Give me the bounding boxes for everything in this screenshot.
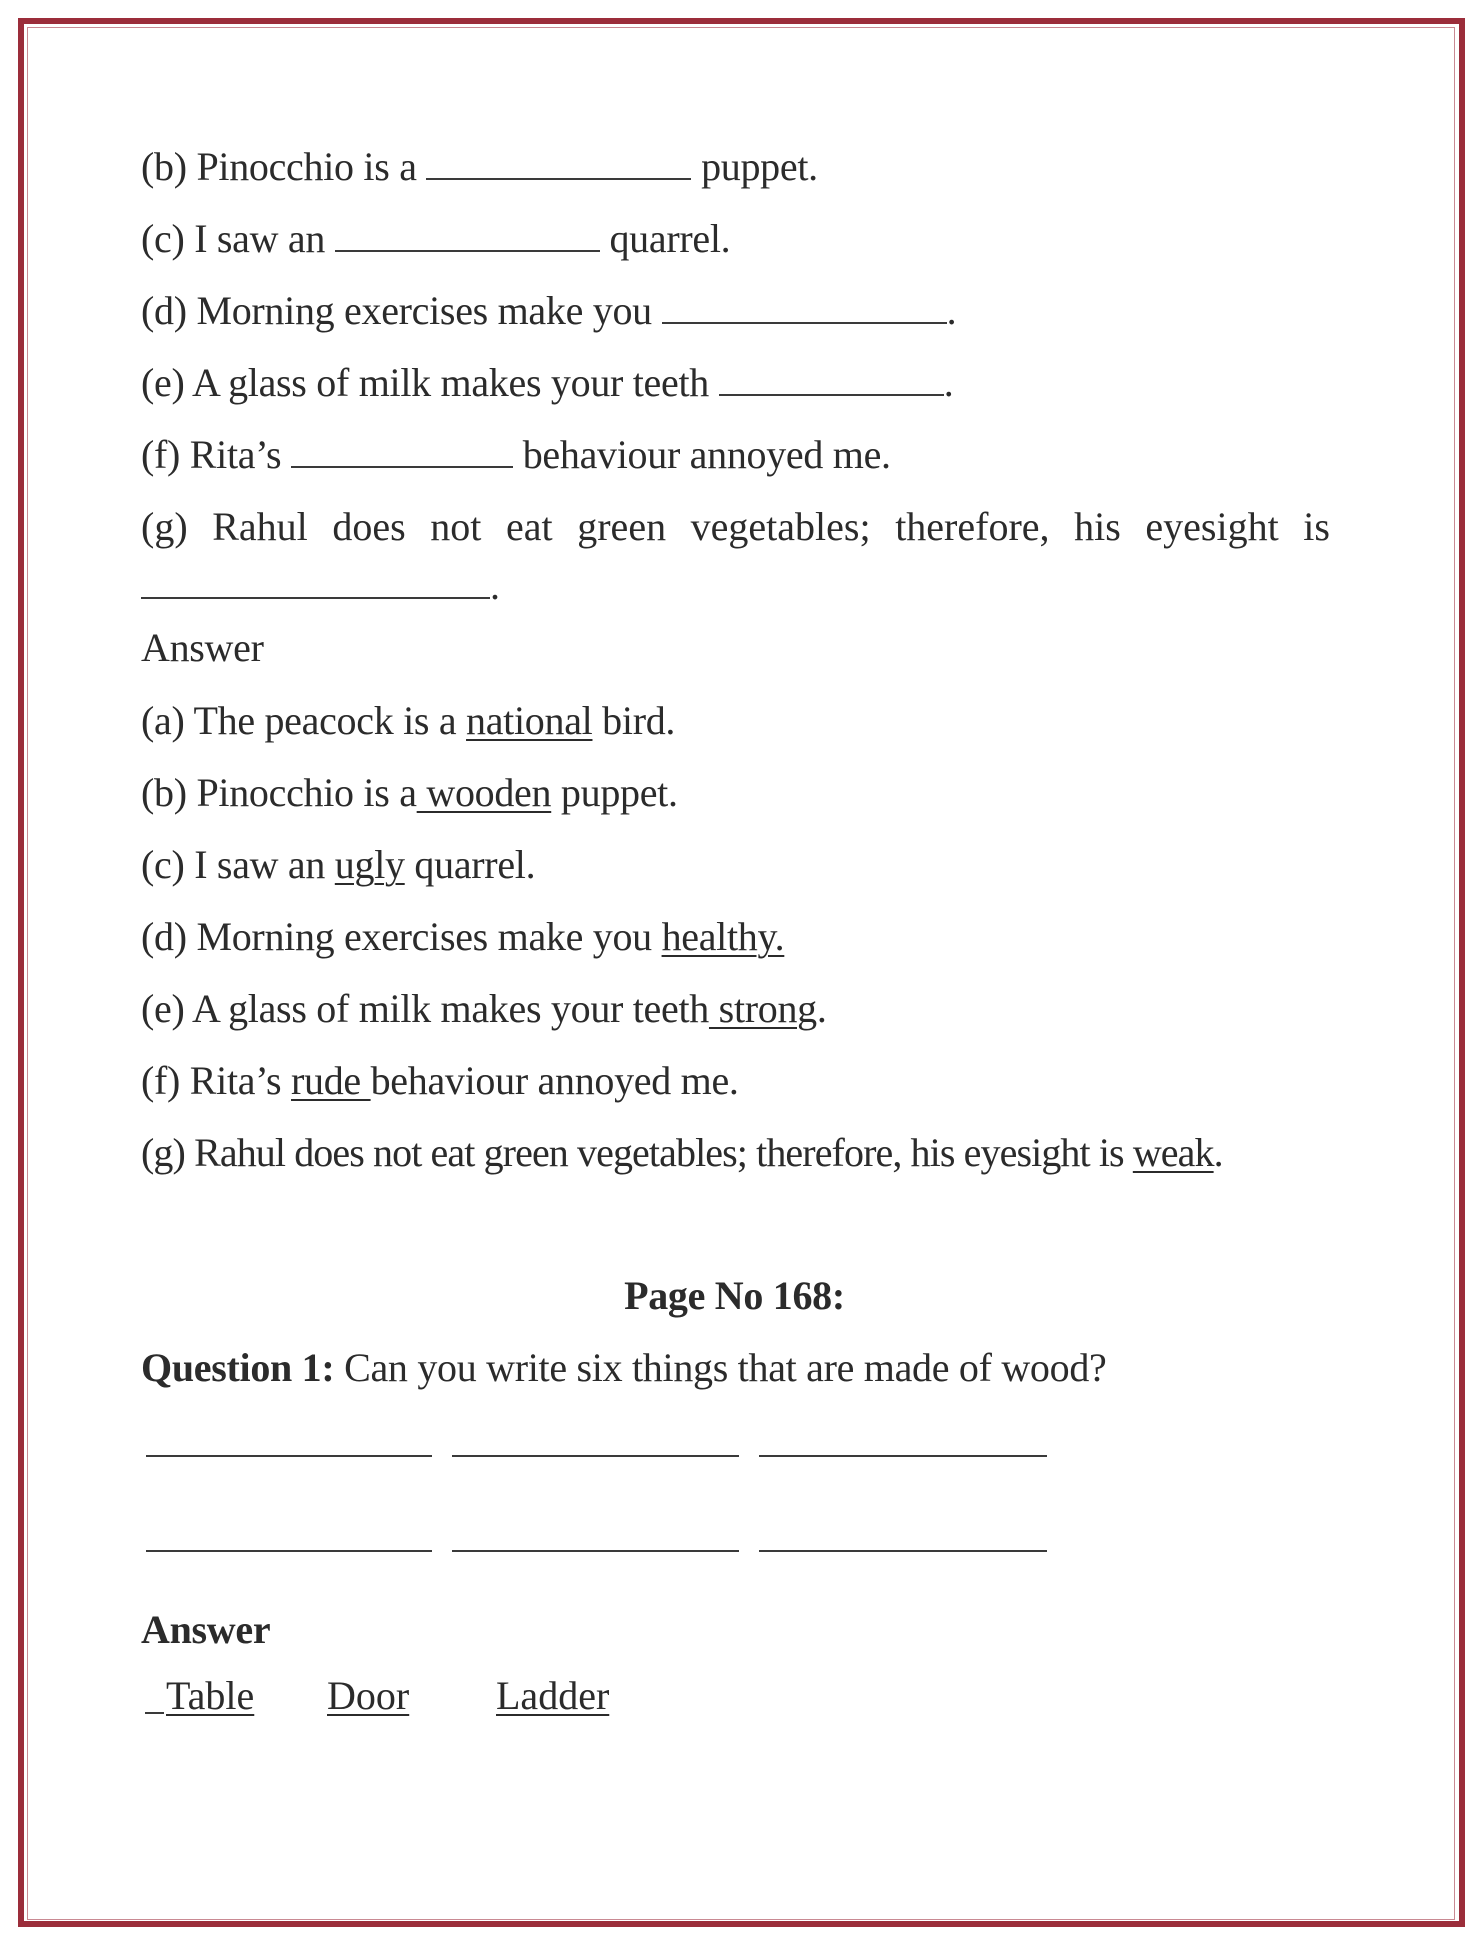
answer-f bbox=[141, 1057, 739, 1105]
answer-g bbox=[141, 1129, 1223, 1177]
answer-word: national bbox=[466, 698, 593, 743]
answer-text: . bbox=[1213, 1130, 1223, 1175]
answer-label: (g) bbox=[141, 1130, 185, 1175]
question-e-prefix: (e) A glass of milk makes your teeth bbox=[141, 360, 709, 405]
answer-word: strong bbox=[708, 986, 817, 1031]
question-f-prefix: (f) Rita’s bbox=[141, 432, 282, 477]
page-number-heading: Page No 168: bbox=[624, 1273, 845, 1318]
question-g-continued bbox=[141, 562, 500, 610]
answer-heading-2: Answer bbox=[141, 1607, 271, 1652]
answer-d bbox=[141, 913, 784, 961]
wood-answer-door: Door bbox=[327, 1673, 410, 1718]
answer-word: healthy. bbox=[661, 914, 785, 959]
question-e bbox=[141, 359, 953, 407]
question-c-prefix: (c) I saw an bbox=[141, 216, 326, 261]
question-g-suffix: . bbox=[490, 563, 500, 608]
leading-underscore bbox=[145, 1712, 164, 1714]
answer-e bbox=[141, 985, 827, 1033]
answer-blank-2 bbox=[452, 1455, 739, 1457]
question-1 bbox=[141, 1344, 1106, 1392]
answer-text: behaviour annoyed me. bbox=[370, 1058, 739, 1103]
answer-blank-1 bbox=[146, 1455, 432, 1457]
answer-word: ugly bbox=[334, 842, 405, 887]
answer-label: (c) bbox=[141, 842, 185, 887]
answer-label: (a) bbox=[141, 698, 185, 743]
answer-word: rude bbox=[291, 1058, 371, 1103]
answer-heading: Answer bbox=[141, 625, 264, 670]
question-d-suffix: . bbox=[946, 288, 957, 333]
answer-blank-6 bbox=[759, 1550, 1047, 1552]
answer-blank-4 bbox=[146, 1550, 432, 1552]
answer-label: (f) bbox=[141, 1058, 181, 1103]
answer-text: I saw an bbox=[194, 842, 335, 887]
question-d bbox=[141, 287, 956, 335]
answer-a bbox=[141, 697, 675, 745]
wood-answer-ladder: Ladder bbox=[496, 1673, 610, 1718]
question-c bbox=[141, 215, 730, 263]
answer-text: The peacock is a bbox=[193, 698, 467, 743]
question-d-prefix: (d) Morning exercises make you bbox=[141, 288, 652, 333]
answer-word: weak bbox=[1132, 1130, 1214, 1175]
answer-text: Morning exercises make you bbox=[196, 914, 662, 959]
question-f-suffix: behaviour annoyed me. bbox=[522, 432, 891, 477]
blank-b bbox=[426, 144, 691, 180]
question-f bbox=[141, 431, 891, 479]
answer-c bbox=[141, 841, 535, 889]
answer-blank-3 bbox=[759, 1455, 1047, 1457]
answer-text: Rita’s bbox=[189, 1058, 292, 1103]
blank-g bbox=[141, 563, 490, 599]
question-b-suffix: puppet. bbox=[701, 144, 818, 189]
blank-e bbox=[719, 360, 944, 396]
answer-text: Rahul does not eat green vegetables; therefore, his eyesight is bbox=[194, 1130, 1133, 1175]
answer-label: (d) bbox=[141, 914, 187, 959]
question-g: (g) Rahul does not eat green vegetables; therefore, his eyesight is bbox=[141, 504, 1330, 549]
blank-f bbox=[291, 432, 513, 468]
answer-text: bird. bbox=[592, 698, 676, 743]
wood-answer-table: Table bbox=[166, 1673, 255, 1718]
answer-label: (e) bbox=[141, 986, 185, 1031]
answer-text: Pinocchio is a bbox=[196, 770, 417, 815]
answer-b bbox=[141, 769, 678, 817]
question-b bbox=[141, 143, 818, 191]
answer-text: quarrel. bbox=[404, 842, 536, 887]
answer-blank-5 bbox=[452, 1550, 739, 1552]
question-1-text: Can you write six things that are made of wood? bbox=[334, 1345, 1107, 1390]
question-e-suffix: . bbox=[943, 360, 954, 405]
answer-text: puppet. bbox=[551, 770, 678, 815]
question-1-label: Question 1: bbox=[141, 1345, 335, 1390]
blank-d bbox=[662, 288, 947, 324]
answer-word: wooden bbox=[416, 770, 552, 815]
blank-c bbox=[335, 216, 600, 252]
question-b-prefix: (b) Pinocchio is a bbox=[141, 144, 417, 189]
answer-text: . bbox=[816, 986, 827, 1031]
answer-label: (b) bbox=[141, 770, 187, 815]
question-c-suffix: quarrel. bbox=[609, 216, 731, 261]
answer-text: A glass of milk makes your teeth bbox=[192, 986, 709, 1031]
